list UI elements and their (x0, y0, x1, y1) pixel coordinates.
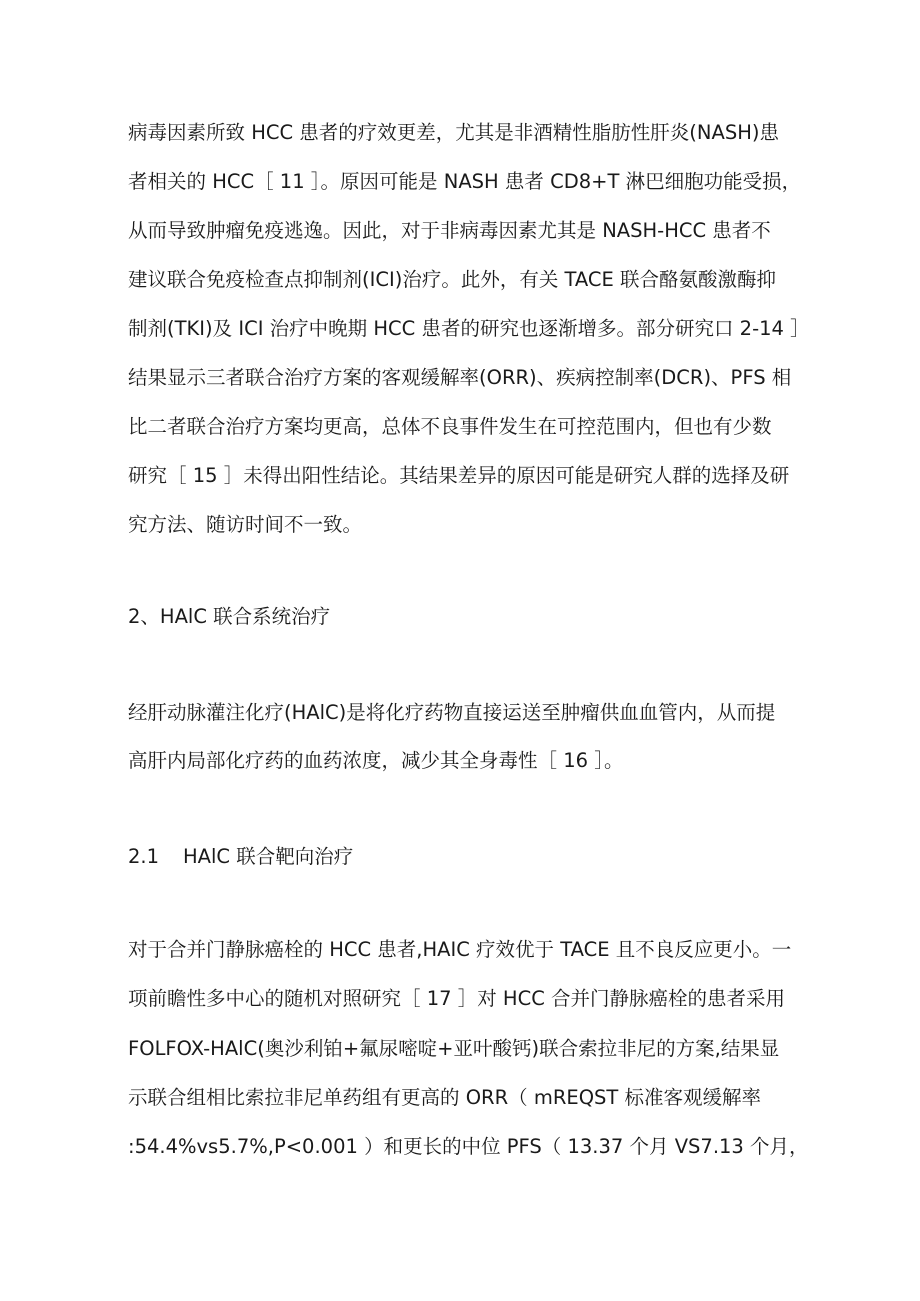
text-line: 建议联合免疫检查点抑制剂(ICI)治疗。此外，有关 TACE 联合酪氨酸激酶抑 (128, 268, 777, 291)
text-line: 研究［ 15 ］未得出阳性结论。其结果差异的原因可能是研究人群的选择及研 (128, 464, 790, 487)
text-line: 制剂(TKI)及 ICI 治疗中晚期 HCC 患者的研究也逐渐增多。部分研究口 2-14 ］ (128, 317, 810, 340)
text-line: 比二者联合治疗方案均更高，总体不良事件发生在可控范围内，但也有少数 (128, 415, 772, 438)
text-line: 经肝动脉灌注化疗(HAlC)是将化疗药物直接运送至肿瘤供血血管内，从而提 (128, 701, 776, 724)
text-line: 项前瞻性多中心的随机对照研究［ 17 ］对 HCC 合并门静脉癌栓的患者采用 (128, 987, 786, 1010)
text-line: 从而导致肿瘤免疫逃逸。因此，对于非病毒因素尤其是 NASH-HCC 患者不 (128, 219, 771, 242)
section-number: 2.1 (128, 845, 160, 868)
text-line: 者相关的 HCC［ 11 ］。原因可能是 NASH 患者 CD8+T 淋巴细胞功能受损， (128, 170, 802, 193)
text-line: FOLFOX-HAlC(奥沙利铂+氟尿嘧啶+亚叶酸钙)联合索拉非尼的方案,结果显 (128, 1037, 780, 1060)
text-line: 结果显示三者联合治疗方案的客观缓解率(ORR)、疾病控制率(DCR)、PFS 相 (128, 366, 792, 389)
text-line: 示联合组相比索拉非尼单药组有更高的 ORR（ mREQST 标准客观缓解率 (128, 1086, 762, 1109)
text-line: 究方法、随访时间不一致。 (128, 513, 363, 536)
text-line: 对于合并门静脉癌栓的 HCC 患者,HAIC 疗效优于 TACE 且不良反应更小。一 (128, 938, 792, 961)
text-line: 高肝内局部化疗药的血药浓度，减少其全身毒性［ 16 ］。 (128, 749, 624, 772)
section-heading-2-1 (128, 842, 353, 872)
text-line: :54.4%vs5.7%,P<0.001 ）和更长的中位 PFS（ 13.37 个月 VS7.13 个月， (128, 1135, 809, 1158)
section-heading-2: 2、HAlC 联合系统治疗 (128, 605, 331, 628)
text-line: 病毒因素所致 HCC 患者的疗效更差，尤其是非酒精性脂肪性肝炎(NASH)患 (128, 121, 779, 144)
section-title: HAlC 联合靶向治疗 (183, 845, 354, 868)
